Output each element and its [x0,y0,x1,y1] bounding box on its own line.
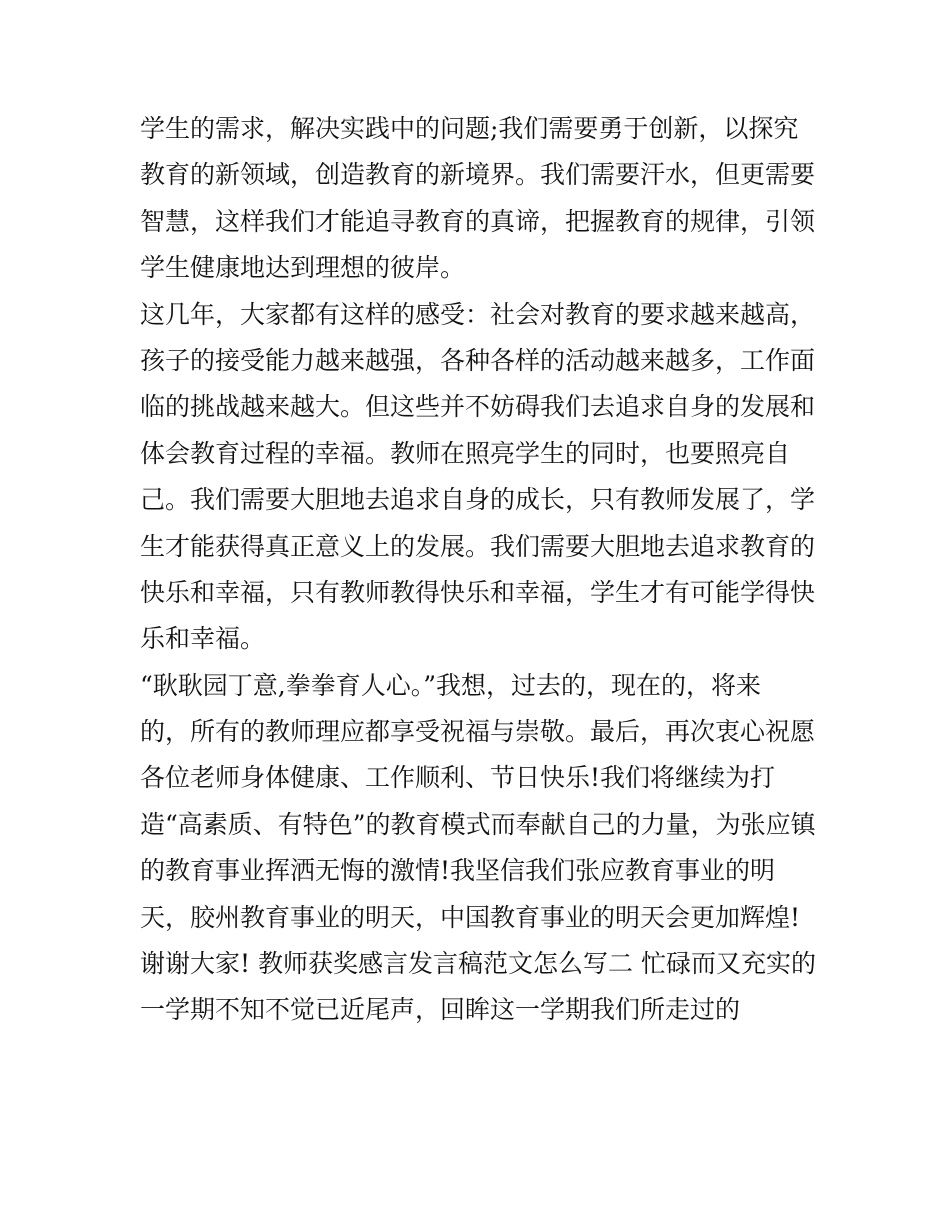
text-line-7: 临的挑战越来越大。但这些并不妨碍我们去追求自身的发展和 [140,392,816,422]
text-line-10: 生才能获得真正意义上的发展。我们需要大胆地去追求教育的 [140,531,816,561]
text-line-11: 快乐和幸福，只有教师教得快乐和幸福，学生才有可能学得快 [140,577,816,607]
text-line-18: 天，胶州教育事业的明天，中国教育事业的明天会更加辉煌! [140,902,801,932]
text-line-19: 谢谢大家! 教师获奖感言发言稿范文怎么写二 忙碌而又充实的 [140,949,816,979]
text-line-1: 学生的需求，解决实践中的问题;我们需要勇于创新，以探究 [140,114,799,143]
document-body [140,106,820,1034]
text-line-12: 乐和幸福。 [140,624,266,654]
text-line-8: 体会教育过程的幸福。教师在照亮学生的同时，也要照亮自 [140,438,791,468]
text-line-3: 智慧，这样我们才能追寻教育的真谛，把握教育的规律，引领 [140,206,816,236]
text-line-2: 教育的新领域，创造教育的新境界。我们需要汗水，但更需要 [140,160,816,190]
text-line-13: “耿耿园丁意,拳拳育人心。”我想，过去的，现在的，将来 [140,670,762,700]
text-line-6: 孩子的接受能力越来越强，各种各样的活动越来越多，工作面 [140,345,816,375]
text-line-4: 学生健康地达到理想的彼岸。 [140,253,466,283]
text-line-20: 一学期不知不觉已近尾声，回眸这一学期我们所走过的 [140,995,741,1025]
text-line-17: 的教育事业挥洒无悔的激情!我坚信我们张应教育事业的明 [140,856,776,886]
text-line-9: 己。我们需要大胆地去追求自身的成长，只有教师发展了，学 [140,485,816,515]
text-line-5: 这几年，大家都有这样的感受：社会对教育的要求越来越高， [140,299,816,329]
text-line-14: 的，所有的教师理应都享受祝福与崇敬。最后，再次衷心祝愿 [140,717,816,747]
text-line-15: 各位老师身体健康、工作顺利、节日快乐!我们将继续为打 [140,763,776,793]
text-line-16: 造“高素质、有特色”的教育模式而奉献自己的力量，为张应镇 [140,809,816,839]
